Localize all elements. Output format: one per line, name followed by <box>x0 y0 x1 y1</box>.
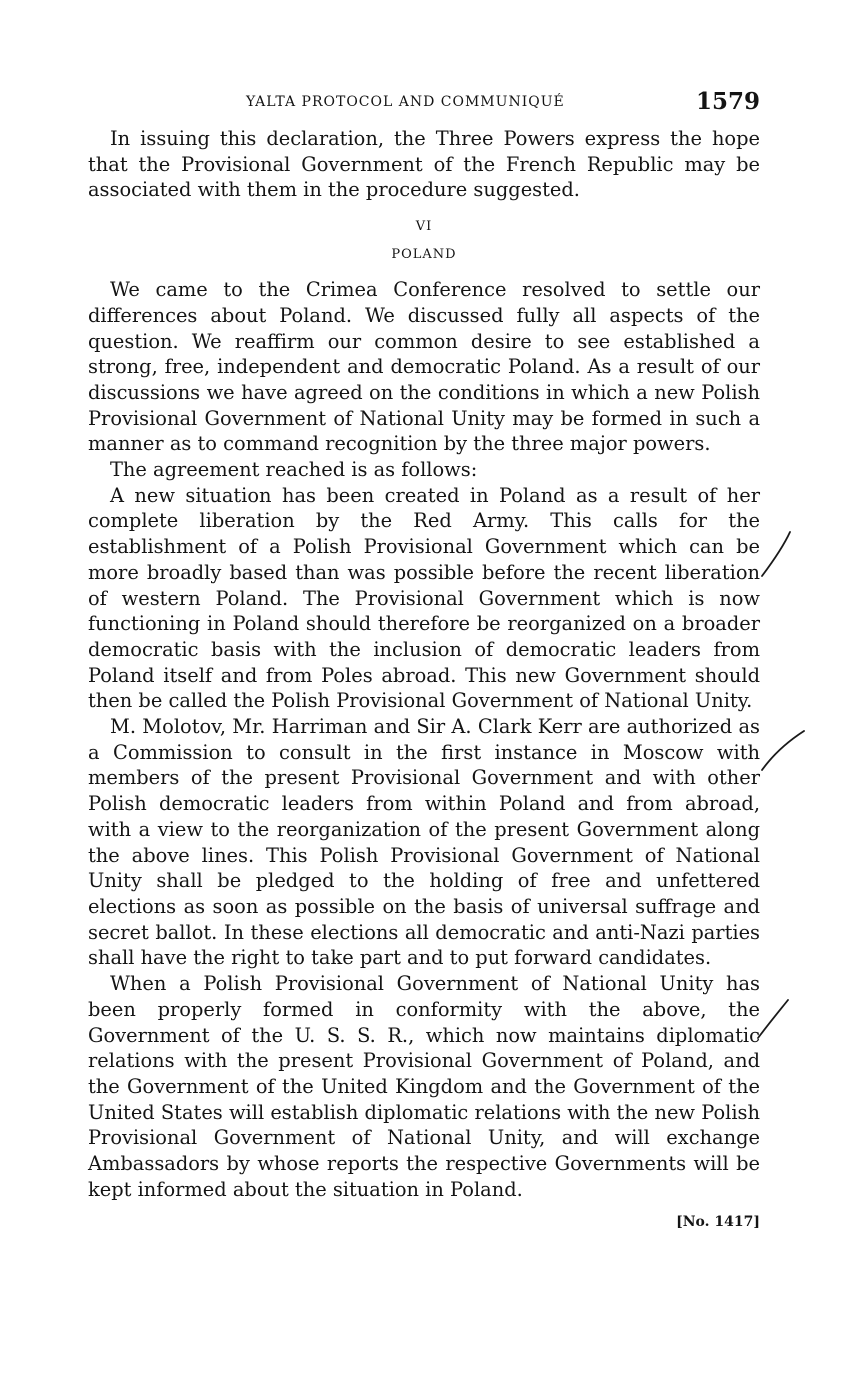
margin-stroke-mark <box>762 731 804 770</box>
running-head <box>88 86 760 126</box>
margin-stroke-mark <box>758 1000 788 1038</box>
paragraph-diplomatic-relations: When a Polish Provisional Government of National Unity has been properly formed in conformity with the above, the Government of the U. S. S. R., which now maintains diplomatic relations with the present Provisional Government of Poland, and the Government of the United Kingdom and the Government of the United States will establish diplomatic relations with the new Polish Provisional Government of National Unity, and will exchange Ambassadors by whose reports the respective Governments will be kept informed about the situation in Poland. <box>88 972 760 1201</box>
running-title: YALTA PROTOCOL AND COMMUNIQUÉ <box>246 94 565 110</box>
document-page <box>88 86 760 1230</box>
document-number: [No. 1417] <box>676 1214 760 1231</box>
opening-paragraph: In issuing this declaration, the Three Powers express the hope that the Provisional Government of the French Republic may be associated with them in the procedure suggested. <box>88 127 760 202</box>
paragraph-intro: We came to the Crimea Conference resolved to settle our differences about Poland. We discussed fully all aspects of the question. We reaffirm our common desire to see established a strong, free, independent and democratic Poland. As a result of our discussions we have agreed on the conditions in which a new Polish Provisional Government of National Unity may be formed in such a manner as to command recognition by the three major powers. <box>88 278 760 456</box>
margin-stroke-mark <box>762 532 790 576</box>
section-title: POLAND <box>391 247 457 263</box>
paragraph-new-situation: A new situation has been created in Poland as a result of her complete liberation by the Red Army. This calls for the establishment of a Polish Provisional Government which can be more broadly based than was possible before the recent liberation of western Poland. The Provisional Government which is now functioning in Poland should therefore be reorganized on a broader democratic basis with the inclusion of democratic leaders from Poland itself and from Poles abroad. This new Government should then be called the Polish Provisional Government of National Unity. <box>88 483 760 713</box>
page-number: 1579 <box>695 88 760 115</box>
paragraph-agreement: The agreement reached is as follows: <box>110 458 478 482</box>
section-number: VI <box>415 219 433 235</box>
paragraph-commission: M. Molotov, Mr. Harriman and Sir A. Clark Kerr are authorized as a Commission to consult in the first instance in Moscow with members of the present Provisional Government and with other Polish democratic leaders from within Poland and from abroad, with a view to the reorganization of the present Government along the above lines. This Polish Provisional Government of National Unity shall be pledged to the holding of free and unfettered elections as soon as possible on the basis of universal suffrage and secret ballot. In these elections all democratic and anti-Nazi parties shall have the right to take part and to put forward candidates. <box>88 715 760 970</box>
